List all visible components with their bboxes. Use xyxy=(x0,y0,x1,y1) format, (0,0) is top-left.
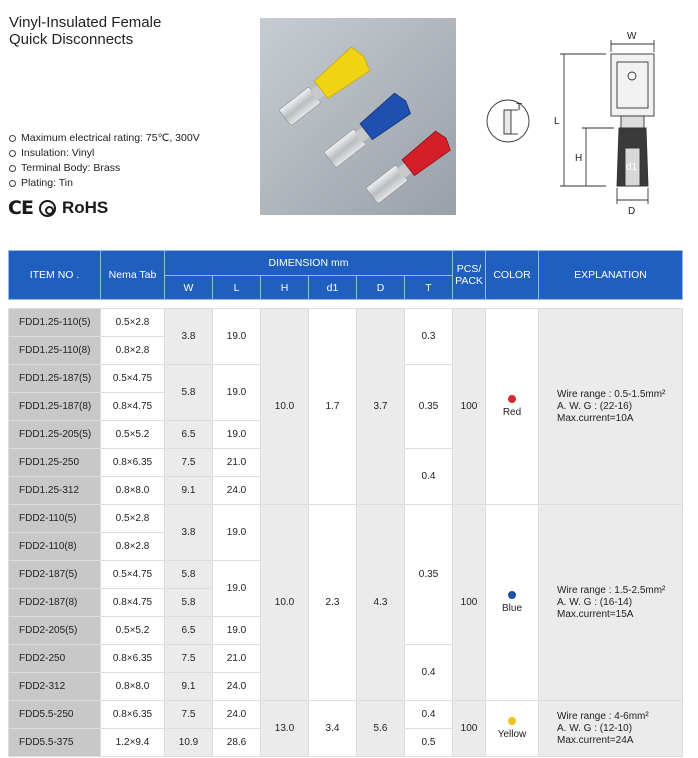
spec-text: Terminal Body: Brass xyxy=(21,162,121,174)
header-explanation: EXPLANATION xyxy=(539,251,683,300)
dim-w: 3.8 xyxy=(165,309,213,365)
item-no: FDD2-250 xyxy=(9,645,101,673)
item-no: FDD2-110(5) xyxy=(9,505,101,533)
label-l: L xyxy=(554,116,560,127)
nema-tab: 0.5×2.8 xyxy=(101,505,165,533)
item-no: FDD2-187(8) xyxy=(9,589,101,617)
title-line-1: Vinyl-Insulated Female xyxy=(9,14,162,31)
dim-l: 24.0 xyxy=(213,701,261,729)
dim-l: 24.0 xyxy=(213,477,261,505)
nema-tab: 0.8×4.75 xyxy=(101,393,165,421)
nema-tab: 0.8×6.35 xyxy=(101,645,165,673)
dim-l: 19.0 xyxy=(213,309,261,365)
item-no: FDD1.25-205(5) xyxy=(9,421,101,449)
dim-w: 5.8 xyxy=(165,365,213,421)
item-no: FDD5.5-250 xyxy=(9,701,101,729)
awg: A. W. G : (22-16) xyxy=(557,400,633,412)
dim-d1: 2.3 xyxy=(309,505,357,701)
nema-tab: 0.5×5.2 xyxy=(101,421,165,449)
item-no: FDD1.25-312 xyxy=(9,477,101,505)
header-w: W xyxy=(165,276,213,300)
header-dimension: DIMENSION mm xyxy=(165,251,453,276)
dim-w: 7.5 xyxy=(165,449,213,477)
dim-d: 4.3 xyxy=(357,505,405,701)
label-w: W xyxy=(627,31,637,42)
header-h: H xyxy=(261,276,309,300)
dim-l: 19.0 xyxy=(213,617,261,645)
yellow-dot-icon xyxy=(508,717,516,725)
dim-w: 6.5 xyxy=(165,421,213,449)
label-d1: d1 xyxy=(626,162,638,173)
dim-l: 24.0 xyxy=(213,673,261,701)
spec-item xyxy=(9,161,200,176)
nema-tab: 0.5×4.75 xyxy=(101,561,165,589)
spec-table xyxy=(8,250,683,757)
dim-w: 10.9 xyxy=(165,729,213,757)
explanation-cell xyxy=(539,505,683,701)
header-t: T xyxy=(405,276,453,300)
nema-tab: 0.8×8.0 xyxy=(101,477,165,505)
dim-t: 0.4 xyxy=(405,449,453,505)
spec-text: Plating: Tin xyxy=(21,177,73,189)
item-no: FDD2-187(5) xyxy=(9,561,101,589)
max-current: Max.current=10A xyxy=(557,412,634,424)
dim-d1: 3.4 xyxy=(309,701,357,757)
title-line-2: Quick Disconnects xyxy=(9,31,134,48)
dimension-drawing xyxy=(474,18,694,218)
dim-w: 9.1 xyxy=(165,477,213,505)
nema-tab: 0.8×8.0 xyxy=(101,673,165,701)
nema-tab: 0.5×5.2 xyxy=(101,617,165,645)
spec-item xyxy=(9,146,200,161)
spec-text: Maximum electrical rating: 75℃, 300V xyxy=(21,132,200,144)
ce-mark: CE xyxy=(8,197,33,219)
red-dot-icon xyxy=(508,395,516,403)
dim-t: 0.3 xyxy=(405,309,453,365)
page-title xyxy=(9,14,161,48)
item-no: FDD2-205(5) xyxy=(9,617,101,645)
dim-w: 5.8 xyxy=(165,561,213,589)
rohs-mark: RoHS xyxy=(61,198,109,217)
nema-tab: 0.8×6.35 xyxy=(101,449,165,477)
nema-tab: 1.2×9.4 xyxy=(101,729,165,757)
dim-w: 7.5 xyxy=(165,645,213,673)
header-d: D xyxy=(357,276,405,300)
dim-h: 10.0 xyxy=(261,505,309,701)
dim-h: 10.0 xyxy=(261,309,309,505)
wire-range: Wire range : 0.5-1.5mm² xyxy=(557,388,666,400)
table-row xyxy=(9,505,683,533)
item-no: FDD1.25-110(8) xyxy=(9,337,101,365)
label-d: D xyxy=(628,206,636,217)
bullet-icon xyxy=(9,180,16,187)
color-name: Red xyxy=(502,407,522,418)
dim-l: 19.0 xyxy=(213,365,261,421)
header-color: COLOR xyxy=(486,251,539,300)
dim-w: 7.5 xyxy=(165,701,213,729)
dim-d: 5.6 xyxy=(357,701,405,757)
color-name: Blue xyxy=(502,603,523,614)
dim-t: 0.5 xyxy=(405,729,453,757)
nema-tab: 0.5×2.8 xyxy=(101,309,165,337)
bullet-icon xyxy=(9,135,16,142)
pcs-pack: 100 xyxy=(453,701,486,757)
awg: A. W. G : (12-10) xyxy=(557,722,633,734)
max-current: Max.current=24A xyxy=(557,734,634,746)
awg: A. W. G : (16-14) xyxy=(557,596,633,608)
nema-tab: 0.8×6.35 xyxy=(101,701,165,729)
label-h: H xyxy=(575,153,583,164)
wire-range: Wire range : 4-6mm² xyxy=(557,710,649,722)
dim-l: 28.6 xyxy=(213,729,261,757)
dim-t: 0.4 xyxy=(405,645,453,701)
explanation-cell xyxy=(539,701,683,757)
header-pcs: PCS/ PACK xyxy=(453,251,486,300)
cqc-mark-icon xyxy=(39,200,56,217)
dim-t: 0.4 xyxy=(405,701,453,729)
item-no: FDD5.5-375 xyxy=(9,729,101,757)
pcs-pack: 100 xyxy=(453,309,486,505)
dim-l: 19.0 xyxy=(213,561,261,617)
color-cell xyxy=(486,309,539,505)
max-current: Max.current=15A xyxy=(557,608,634,620)
nema-tab: 0.8×2.8 xyxy=(101,533,165,561)
item-no: FDD2-312 xyxy=(9,673,101,701)
dim-t: 0.35 xyxy=(405,505,453,645)
item-no: FDD1.25-250 xyxy=(9,449,101,477)
dim-w: 6.5 xyxy=(165,617,213,645)
dim-l: 21.0 xyxy=(213,449,261,477)
label-t: T xyxy=(516,102,523,113)
bullet-icon xyxy=(9,150,16,157)
dim-d1: 1.7 xyxy=(309,309,357,505)
dim-l: 19.0 xyxy=(213,505,261,561)
dim-l: 21.0 xyxy=(213,645,261,673)
item-no: FDD1.25-187(8) xyxy=(9,393,101,421)
item-no: FDD1.25-110(5) xyxy=(9,309,101,337)
dim-w: 3.8 xyxy=(165,505,213,561)
item-no: FDD2-110(8) xyxy=(9,533,101,561)
table-row xyxy=(9,701,683,729)
spec-text: Insulation: Vinyl xyxy=(21,147,95,159)
spec-item xyxy=(9,131,200,146)
color-cell xyxy=(486,701,539,757)
pcs-pack: 100 xyxy=(453,505,486,701)
certification-marks xyxy=(8,197,108,219)
color-name: Yellow xyxy=(497,729,527,740)
color-cell xyxy=(486,505,539,701)
header-item: ITEM NO . xyxy=(9,251,101,300)
header-nema: Nema Tab xyxy=(101,251,165,300)
product-photo xyxy=(260,18,456,215)
spec-item xyxy=(9,176,200,191)
bullet-icon xyxy=(9,165,16,172)
blue-dot-icon xyxy=(508,591,516,599)
dim-t: 0.35 xyxy=(405,365,453,449)
dim-d: 3.7 xyxy=(357,309,405,505)
dim-l: 19.0 xyxy=(213,421,261,449)
item-no: FDD1.25-187(5) xyxy=(9,365,101,393)
spec-list xyxy=(9,131,200,191)
dim-h: 13.0 xyxy=(261,701,309,757)
wire-range: Wire range : 1.5-2.5mm² xyxy=(557,584,666,596)
header-d1: d1 xyxy=(309,276,357,300)
header-l: L xyxy=(213,276,261,300)
nema-tab: 0.8×2.8 xyxy=(101,337,165,365)
nema-tab: 0.5×4.75 xyxy=(101,365,165,393)
table-row xyxy=(9,309,683,337)
dim-w: 9.1 xyxy=(165,673,213,701)
dim-w: 5.8 xyxy=(165,589,213,617)
explanation-cell xyxy=(539,309,683,505)
nema-tab: 0.8×4.75 xyxy=(101,589,165,617)
